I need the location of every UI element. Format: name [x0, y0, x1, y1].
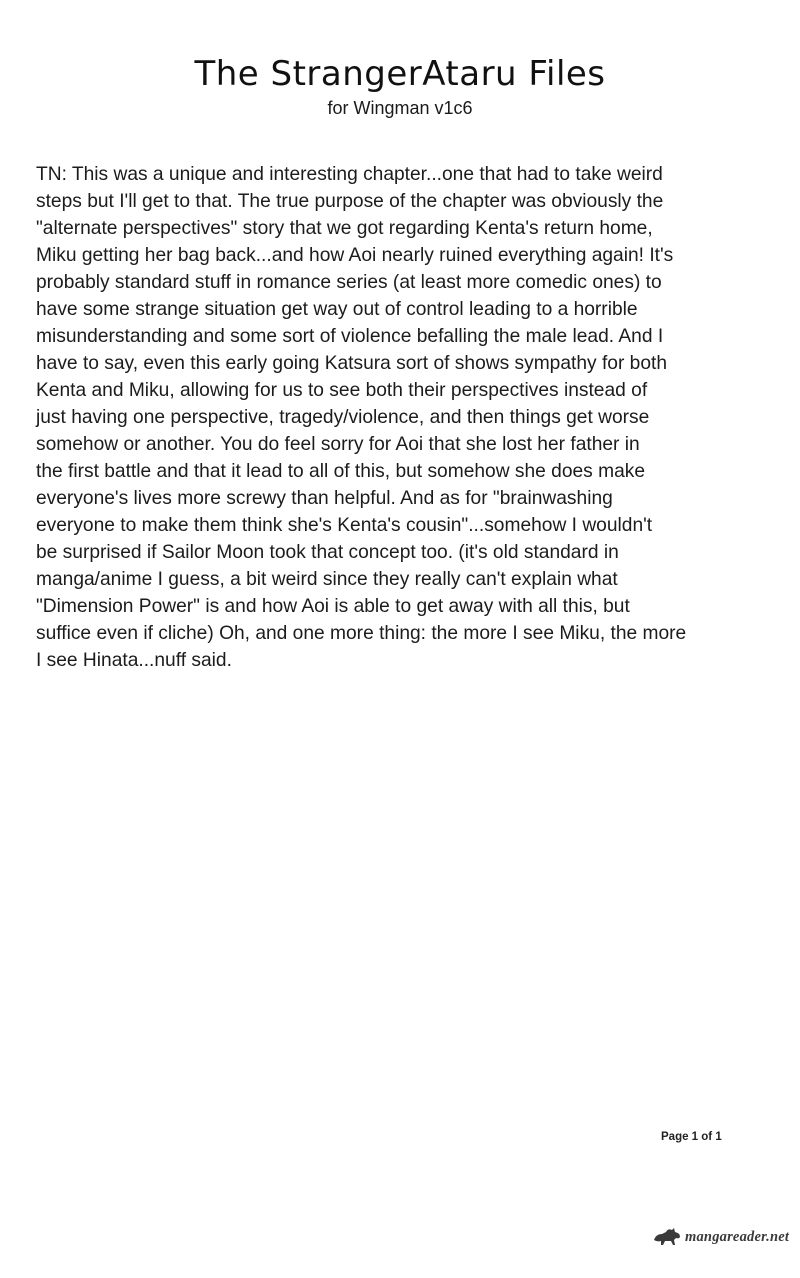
animal-silhouette-icon — [652, 1226, 682, 1248]
text-line: steps but I'll get to that. The true purpose of the chapter was obviously the — [36, 191, 664, 212]
text-line: have some strange situation get way out of control leading to a horrible — [36, 299, 638, 320]
text-line: probably standard stuff in romance series (at least more comedic ones) to — [36, 272, 662, 293]
document-subtitle: for Wingman v1c6 — [327, 98, 473, 118]
text-line: somehow or another. You do feel sorry for Aoi that she lost her father in — [36, 434, 640, 455]
text-line: be surprised if Sailor Moon took that concept too. (it's old standard in — [36, 542, 619, 563]
document-title: The StrangerAtaru Files — [194, 54, 606, 94]
text-line: suffice even if cliche) Oh, and one more thing: the more I see Miku, the more — [36, 623, 687, 644]
text-line: misunderstanding and some sort of violence befalling the male lead. And I — [36, 326, 664, 347]
text-line: the first battle and that it lead to all of this, but somehow she does make — [36, 461, 646, 482]
text-line: I see Hinata...nuff said. — [36, 650, 232, 671]
watermark — [652, 1226, 789, 1248]
text-line: everyone's lives more screwy than helpful. And as for "brainwashing — [36, 488, 613, 509]
text-line: "alternate perspectives" story that we got regarding Kenta's return home, — [36, 218, 653, 239]
page-number: Page 1 of 1 — [661, 1131, 722, 1143]
text-line: "Dimension Power" is and how Aoi is able to get away with all this, but — [36, 596, 630, 617]
text-line: TN: This was a unique and interesting chapter...one that had to take weird — [36, 164, 663, 185]
translator-note — [36, 161, 736, 674]
text-line: have to say, even this early going Katsura sort of shows sympathy for both — [36, 353, 668, 374]
text-line: manga/anime I guess, a bit weird since they really can't explain what — [36, 569, 618, 590]
text-line: everyone to make them think she's Kenta's cousin"...somehow I wouldn't — [36, 515, 653, 536]
text-line: just having one perspective, tragedy/violence, and then things get worse — [36, 407, 650, 428]
text-line: Kenta and Miku, allowing for us to see both their perspectives instead of — [36, 380, 648, 401]
text-line: Miku getting her bag back...and how Aoi nearly ruined everything again! It's — [36, 245, 674, 266]
watermark-text: mangareader.net — [685, 1228, 790, 1245]
